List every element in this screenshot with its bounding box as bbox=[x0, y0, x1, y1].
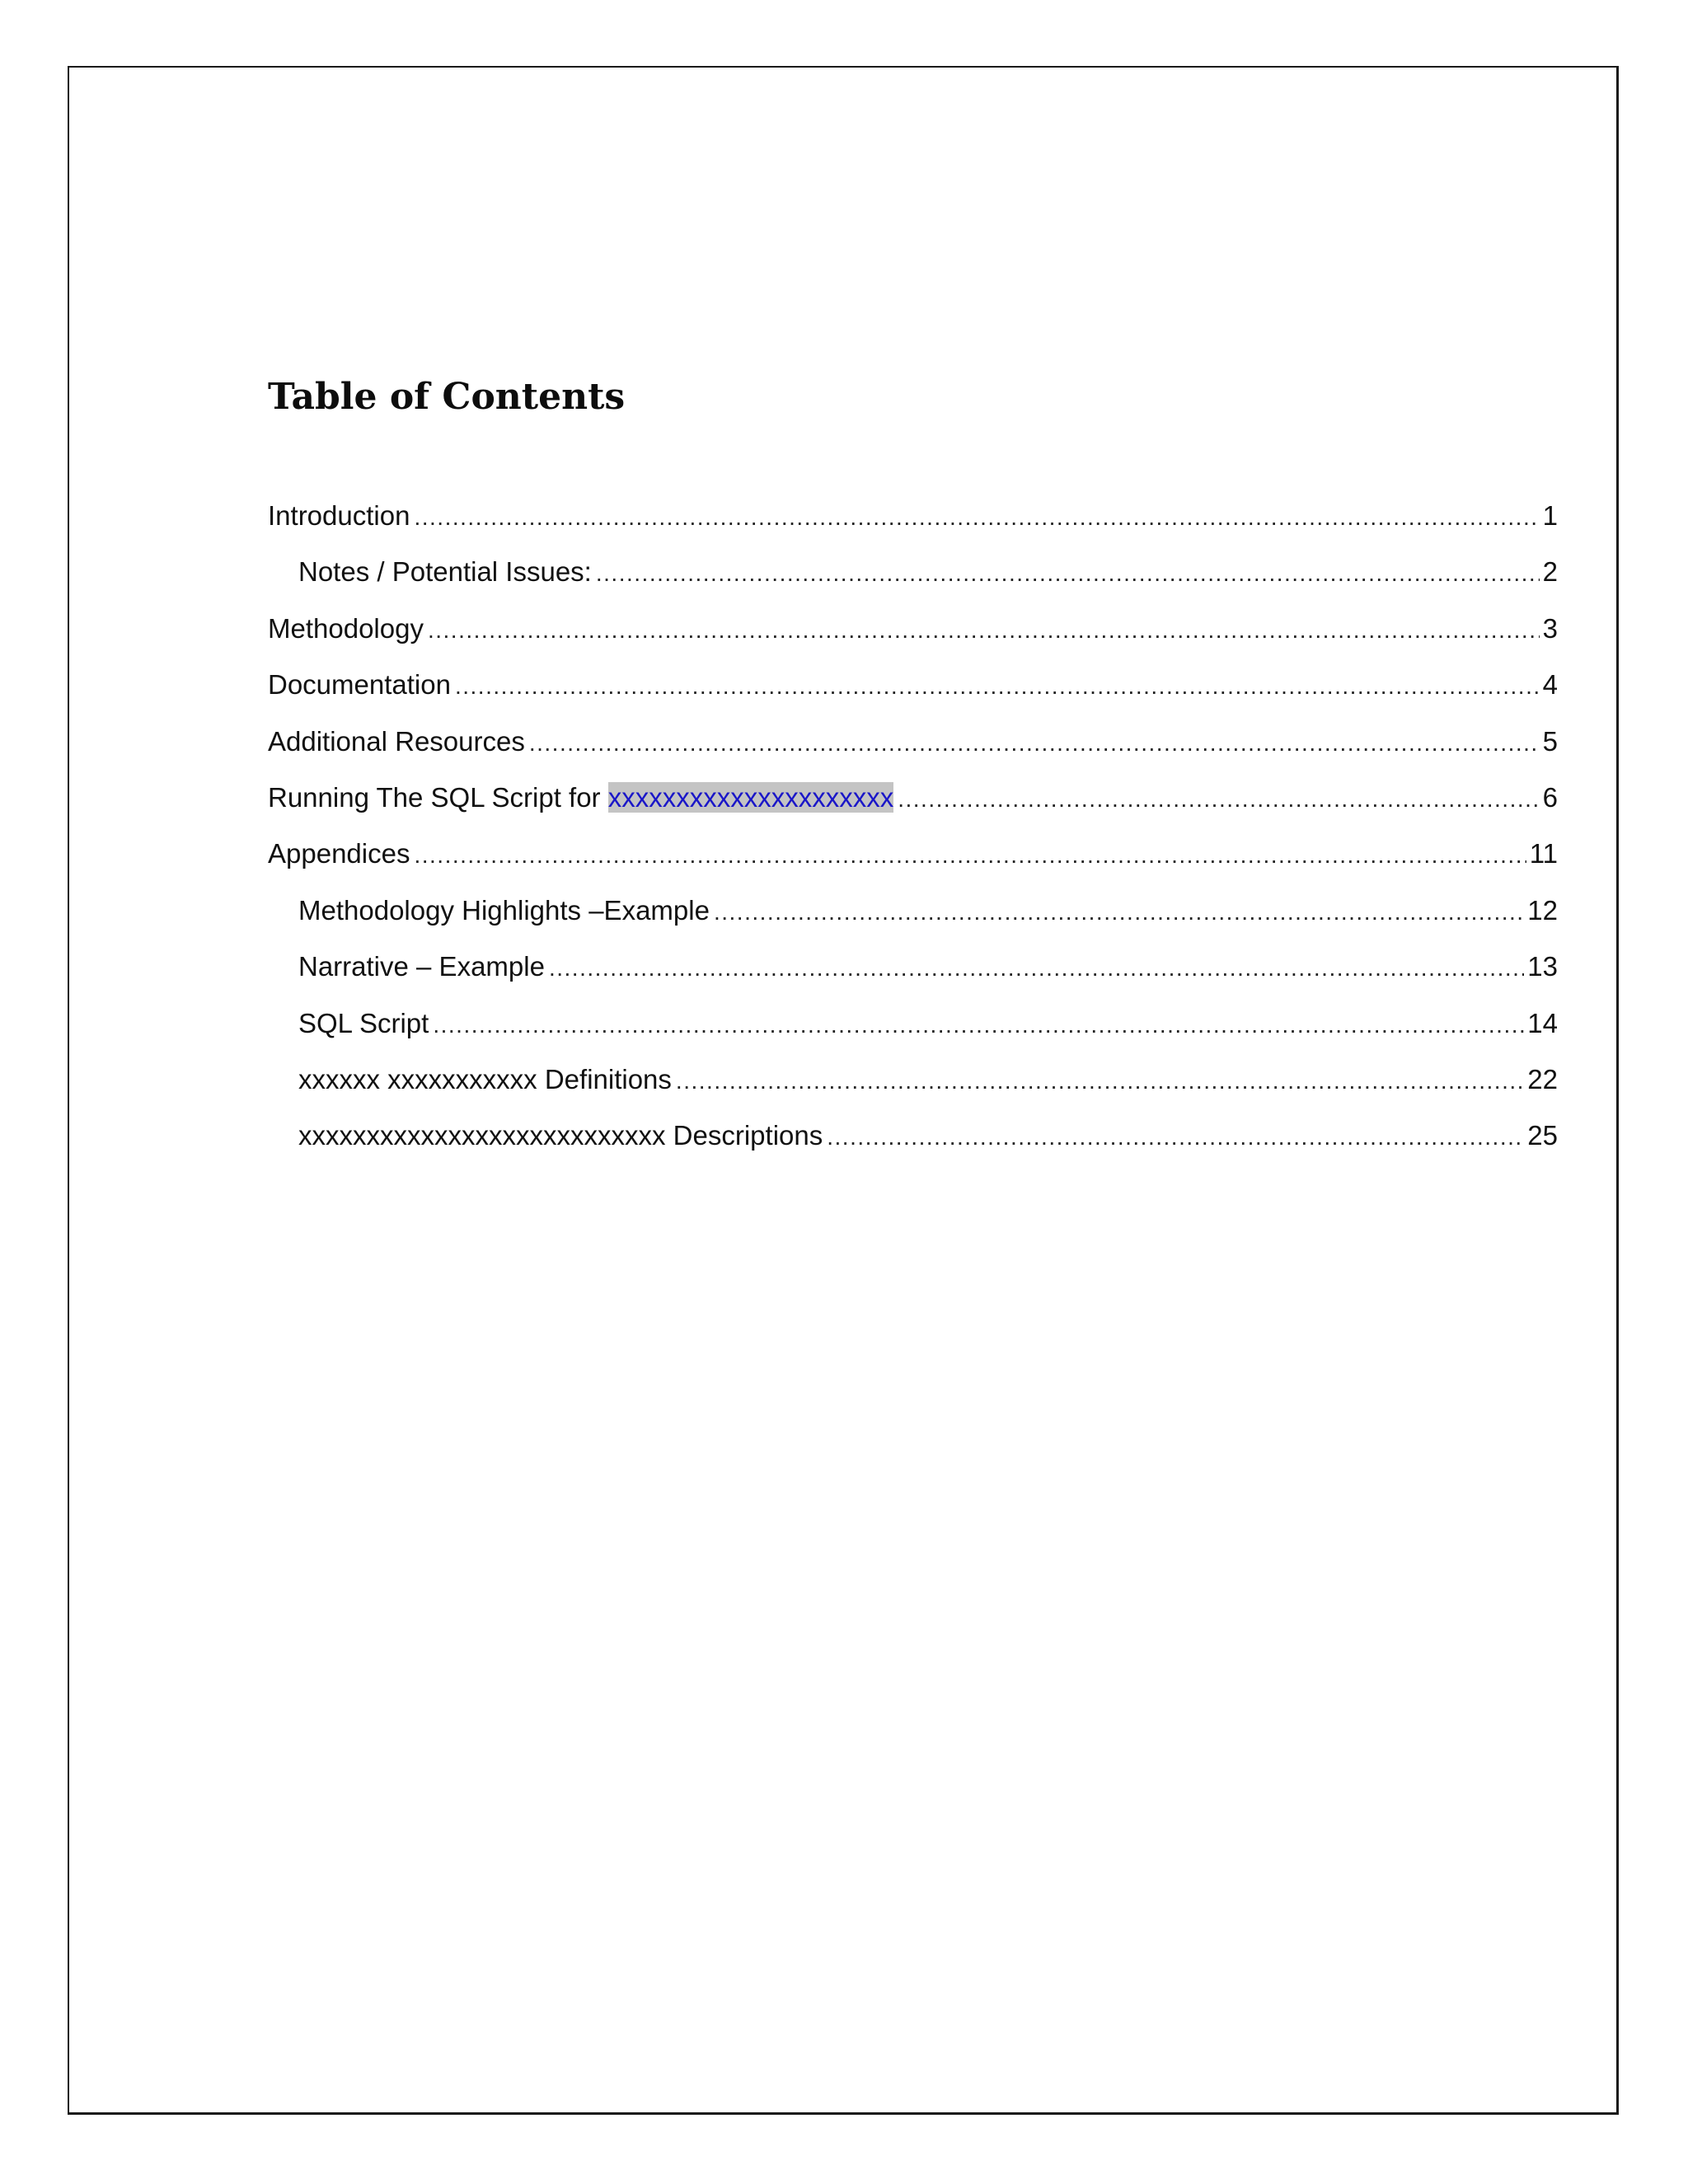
toc-entry-text bbox=[268, 601, 428, 657]
toc-title: Table of Contents bbox=[268, 376, 626, 418]
toc-page-number: 1 bbox=[1542, 500, 1558, 531]
toc-dot-leader bbox=[714, 884, 1524, 940]
toc-entry-text bbox=[268, 770, 898, 826]
toc-entry-text bbox=[268, 826, 414, 882]
toc-page-number: 6 bbox=[1542, 781, 1558, 813]
toc-entry-label: Methodology bbox=[268, 612, 424, 644]
document-page bbox=[68, 66, 1619, 2115]
toc-entry-text bbox=[268, 488, 414, 544]
toc-page-number: 22 bbox=[1527, 1063, 1558, 1094]
toc-entry-label: Notes / Potential Issues: bbox=[298, 556, 592, 588]
toc-entry-text bbox=[268, 714, 529, 770]
toc-page-number: 5 bbox=[1542, 725, 1558, 757]
toc-entry-additional-resources[interactable] bbox=[268, 714, 1558, 770]
toc-page-number: 13 bbox=[1527, 951, 1558, 982]
toc-dot-leader bbox=[433, 997, 1524, 1053]
toc-dot-leader bbox=[898, 771, 1539, 827]
toc-dot-leader bbox=[414, 490, 1539, 546]
toc-page-number: 25 bbox=[1527, 1120, 1558, 1151]
toc-entry-label: Introduction bbox=[268, 500, 410, 531]
toc-entry-documentation[interactable] bbox=[268, 657, 1558, 713]
toc-entry-text bbox=[298, 883, 714, 939]
toc-entry-text bbox=[298, 1108, 827, 1164]
toc-entry-appendices[interactable] bbox=[268, 826, 1558, 882]
toc-page-number: 11 bbox=[1529, 838, 1558, 869]
toc-entry-label: Appendices bbox=[268, 838, 410, 869]
toc-entry-definitions[interactable] bbox=[268, 1052, 1558, 1108]
toc-dot-leader bbox=[414, 827, 1526, 883]
toc-entry-text bbox=[298, 996, 433, 1052]
toc-entry-text bbox=[298, 1052, 676, 1108]
toc-entry-introduction[interactable] bbox=[268, 488, 1558, 544]
toc-page-number: 3 bbox=[1542, 612, 1558, 644]
toc-entry-text bbox=[268, 657, 455, 713]
toc-entry-label: Methodology Highlights –Example bbox=[298, 894, 710, 926]
toc-entry-label: Documentation bbox=[268, 669, 451, 701]
toc-dot-leader bbox=[827, 1109, 1524, 1165]
toc-dot-leader bbox=[428, 602, 1540, 658]
toc-entry-label: xxxxxx xxxxxxxxxxx Definitions bbox=[298, 1063, 672, 1094]
toc-entry-running-sql-script[interactable] bbox=[268, 770, 1558, 826]
toc-page-number: 12 bbox=[1527, 894, 1558, 926]
toc-dot-leader bbox=[455, 658, 1540, 715]
toc-entry-sql-script[interactable] bbox=[268, 996, 1558, 1052]
toc-dot-leader bbox=[549, 940, 1524, 996]
toc-entry-text bbox=[298, 544, 596, 600]
toc-entry-methodology[interactable] bbox=[268, 601, 1558, 657]
toc-entry-methodology-highlights[interactable] bbox=[268, 883, 1558, 939]
toc-entry-label: SQL Script bbox=[298, 1007, 429, 1038]
toc-entry-label: Running The SQL Script for bbox=[268, 781, 608, 813]
toc-entry-label: xxxxxxxxxxxxxxxxxxxxxxxxxxx Descriptions bbox=[298, 1120, 823, 1151]
toc-entry-text bbox=[298, 939, 549, 995]
toc-dot-leader bbox=[596, 546, 1540, 602]
toc-list bbox=[268, 488, 1558, 1165]
toc-dot-leader bbox=[676, 1053, 1524, 1109]
toc-page-number: 4 bbox=[1542, 669, 1558, 701]
toc-entry-notes-potential-issues[interactable] bbox=[268, 544, 1558, 600]
toc-entry-label: Additional Resources bbox=[268, 725, 525, 757]
toc-entry-highlight: xxxxxxxxxxxxxxxxxxxxx bbox=[607, 781, 894, 813]
toc-dot-leader bbox=[529, 715, 1540, 771]
toc-page-number: 14 bbox=[1527, 1007, 1558, 1038]
toc-entry-narrative-example[interactable] bbox=[268, 939, 1558, 995]
toc-page-number: 2 bbox=[1542, 556, 1558, 588]
toc-entry-descriptions[interactable] bbox=[268, 1108, 1558, 1164]
toc-entry-label: Narrative – Example bbox=[298, 951, 545, 982]
